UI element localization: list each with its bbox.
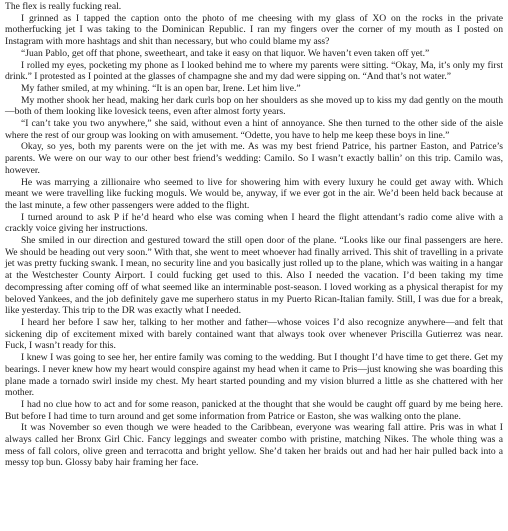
paragraph: I grinned as I tapped the caption onto the photo of me cheesing with my glass of XO on the rocks in the private motherfucking jet I was taking to the Dominican Republic. I ran my fingers over the corner of my mouth as I posted on Instagram with more hashtags and shit than necessary, but who could blame my ass? bbox=[5, 12, 503, 48]
paragraph: I knew I was going to see her, her entire family was coming to the wedding. But I thought I’d have time to get there. Get my bearings. I never knew how my heart would conspire against my head when it came to Pris—just knowing she was boarding this plane made a tornado swirl inside my chest. My heart started pounding and my vision blurred a little as she chattered with her mother. bbox=[5, 352, 503, 399]
paragraph: My father smiled, at my whining. “It is an open bar, Irene. Let him live.” bbox=[21, 82, 301, 94]
paragraph: My mother shook her head, making her dark curls bop on her shoulders as she moved up to kiss my dad gently on the mouth—both of them looking like lovesick teens, even after almost forty years. bbox=[5, 94, 503, 118]
paragraph: “I can’t take you two anywhere,” she said, without even a hint of annoyance. She then turned to the other side of the aisle where the rest of our group was looking on with amusement. “Odette, you have to help me keep these boys in line.” bbox=[5, 118, 503, 141]
paragraph: I rolled my eyes, pocketing my phone as I looked behind me to where my parents were sitting. “Okay, Ma, it’s only my first drink.” I protested as I pointed at the glasses of champagne she and my dad were sipping on. “And that’s not water.” bbox=[5, 59, 503, 83]
paragraph: I heard her before I saw her, talking to her mother and father—whose voices I’d also recognize anywhere—and felt that sickening dip of excitement mixed with barely contained want that always took over whenever Priscilla Gutierrez was near. Fuck, I wasn’t ready for this. bbox=[5, 316, 503, 352]
paragraph: She smiled in our direction and gestured toward the still open door of the plane. “Looks like our final passengers are here. We should be heading out very soon.” With that, she went to meet whoever had finally arrived. This shit of travelling in a private jet was pretty fucking swank. I mean, no security line and you basically just rolled up to the plane, which was waiting in a hangar at the Westchester County Airport. I could fucking get used to this. Also I needed the vacation. I’d been taking my time decompressing after coming off of what seemed like an interminable post-season. I loved working as a physical therapist for my beloved Yankees, and the job definitely gave me superhero status in my Puerto Rican-Italian family. Still, I was due for a break, like yesterday. This trip to the DR was exactly what I needed. bbox=[5, 235, 503, 317]
paragraph: “Juan Pablo, get off that phone, sweetheart, and take it easy on that liquor. We haven’t even taken off yet.” bbox=[21, 47, 430, 59]
paragraph: He was marrying a zillionaire who seemed to live for showering him with every luxury he could get away with. Which meant we were travelling like fucking moguls. We would be, anyway, if we ever got in the air. We’d been held back because at the last minute, a few other passengers were added to the flight. bbox=[5, 176, 503, 211]
paragraph: Okay, so yes, both my parents were on the jet with me. As was my best friend Patrice, his partner Easton, and Patrice’s parents. We were on our way to our other best friend’s wedding: Camilo. So I wasn’t exactly ballin’ on this trip. Camilo was, however. bbox=[5, 141, 503, 176]
paragraph: I turned around to ask P if he’d heard who else was coming when I heard the flight attendant’s radio come alive with a crackly voice giving her instructions. bbox=[5, 211, 503, 235]
paragraph: It was November so even though we were headed to the Caribbean, everyone was wearing fall attire. Pris was in what I always called her Bronx Girl Chic. Fancy leggings and sweater combo with pristine, matching Nikes. The whole thing was a mess of fall colors, olive green and terracotta and bright yellow. She’d taken her braids out and had her hair pulled back into a messy top bun. Glossy baby hair framing her face. bbox=[5, 422, 503, 469]
paragraph: I had no clue how to act and for some reason, panicked at the thought that she would be caught off guard by me being here. But before I had time to turn around and get some information from Patrice or Easton, she was walking onto the plane. bbox=[5, 398, 503, 422]
paragraph: The flex is really fucking real. bbox=[5, 1, 122, 12]
